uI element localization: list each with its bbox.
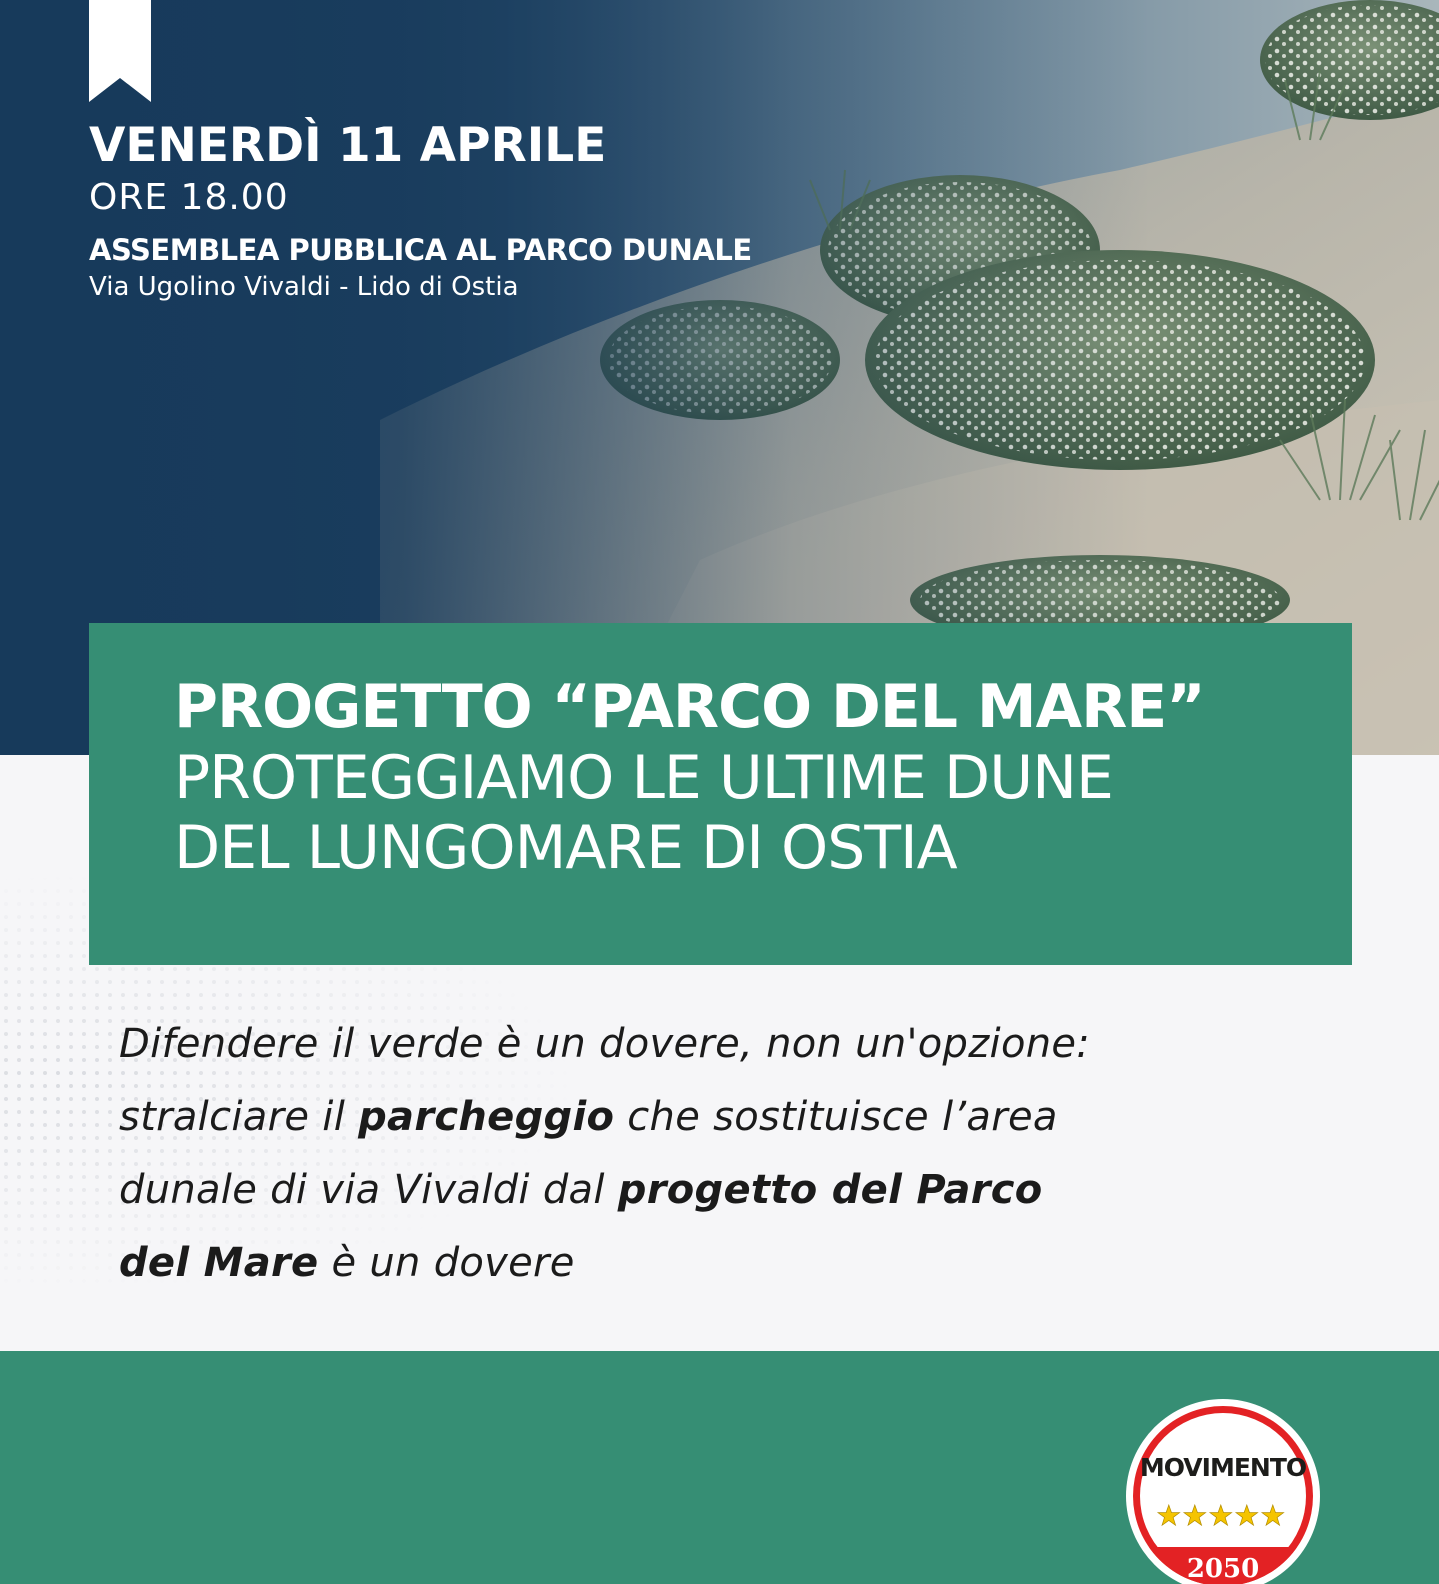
headline-subtitle-1: PROTEGGIAMO LE ULTIME DUNE [174, 743, 1113, 813]
headline-project: PROGETTO “PARCO DEL MARE” [174, 672, 1205, 742]
body-line [119, 1227, 1299, 1300]
headline-box [89, 623, 1352, 965]
event-title: ASSEMBLEA PUBBLICA AL PARCO DUNALE [89, 233, 752, 267]
body-text: che sostituisce l’area [614, 1094, 1058, 1140]
headline-subtitle-2: DEL LUNGOMARE DI OSTIA [174, 813, 957, 883]
left-navy-strip [0, 0, 42, 730]
logo-year: 2050 [1186, 1554, 1260, 1584]
body-bold-text: del Mare [119, 1240, 319, 1286]
body-bold-text: progetto del Parco [617, 1167, 1043, 1213]
body-line [119, 1008, 1299, 1081]
body-paragraph [119, 1008, 1299, 1300]
body-text: stralciare il [119, 1094, 359, 1140]
body-bold-text: parcheggio [358, 1094, 615, 1140]
event-info [89, 118, 752, 304]
body-text: dunale di via Vivaldi dal [119, 1167, 618, 1213]
body-line [119, 1154, 1299, 1227]
logo-wordmark: MOVIMENTO [1139, 1453, 1307, 1482]
body-text: è un dovere [318, 1240, 575, 1286]
bookmark-icon [89, 0, 151, 102]
event-address: Via Ugolino Vivaldi - Lido di Ostia [89, 272, 519, 302]
body-line [119, 1081, 1299, 1154]
movimento-logo [1124, 1397, 1322, 1584]
body-text: Difendere il verde è un dovere, non un'opzione: [119, 1021, 1091, 1067]
event-date: VENERDÌ 11 APRILE [89, 118, 607, 173]
event-time: ORE 18.00 [89, 177, 289, 218]
